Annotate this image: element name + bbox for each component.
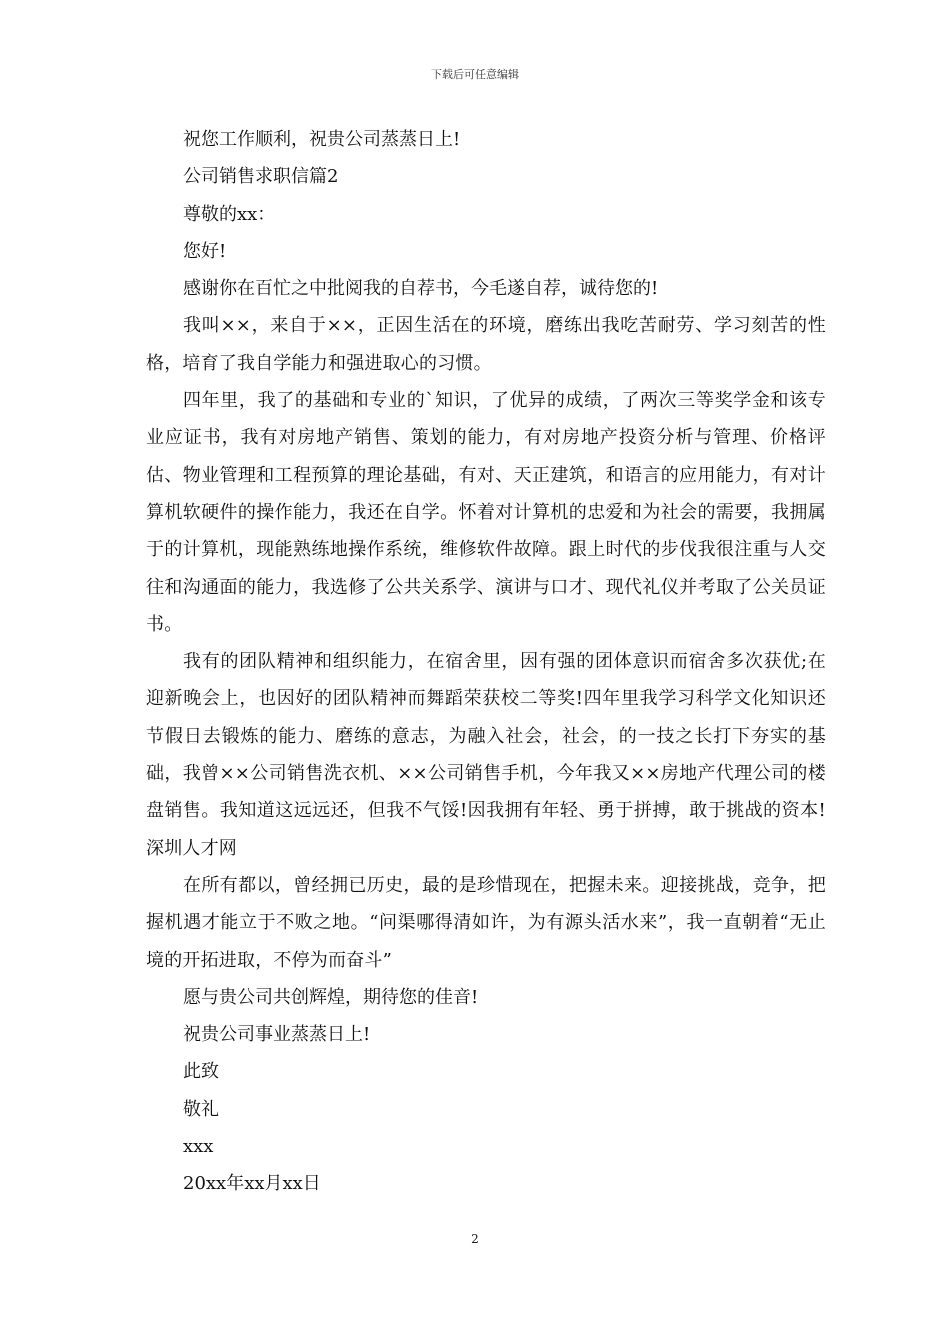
thanks-line: 感谢你在百忙之中批阅我的自荐书，今毛遂自荐，诚待您的! [183,278,659,300]
signature: xxx [183,1136,214,1158]
paragraph-motivation: 在所有都以，曾经拥已历史，最的是珍惜现在，把握未来。迎接挑战，竞争，把握机遇才能立于不败之地。“问渠哪得清如许，为有源头活水来”，我一直朝着“无止境的开拓进取，不停为而奋斗” [146,874,826,971]
page-header: 下载后可任意编辑 [431,68,519,81]
greeting: 您好! [183,240,227,262]
page-number: 2 [471,1232,479,1246]
date-line: 20xx年xx月xx日 [183,1173,321,1195]
closing-wish: 祝贵公司事业蒸蒸日上! [183,1024,371,1046]
closing-wish-previous: 祝您工作顺利，祝贵公司蒸蒸日上! [183,129,461,150]
paragraph-education-skills: 四年里，我了的基础和专业的`知识，了优异的成绩，了两次三等奖学金和该专业应证书，我有对房地产销售、策划的能力，有对房地产投资分析与管理、价格评估、物业管理和工程预算的理论基础，有对、天正建筑，和语言的应用能力，有对计算机软硬件的操作能力，我还在自学。怀着对计算机的忠爱和为社会的需要，我拥属于的计算机，现能熟练地操作系统，维修软件故障。跟上时代的步伐我很注重与人交往和沟通面的能力，我选修了公共关系学、演讲与口才、现代礼仪并考取了公关员证书。 [146,390,826,635]
sign-off-2: 敬礼 [183,1098,219,1120]
section-title: 公司销售求职信篇2 [183,166,339,188]
salutation: 尊敬的xx： [183,203,276,225]
sign-off-1: 此致 [183,1061,219,1083]
document-body [146,121,826,1203]
hope-line: 愿与贵公司共创辉煌，期待您的佳音! [183,986,479,1008]
paragraph-teamwork-experience: 我有的团队精神和组织能力，在宿舍里，因有强的团体意识而宿舍多次获优;在迎新晚会上，也因好的团队精神而舞蹈荣获校二等奖!四年里我学习科学文化知识还节假日去锻炼的能力、磨练的意志，为融入社会，社会，的一技之长打下夯实的基础，我曾××公司销售洗衣机、××公司销售手机，今年我又××房地产代理公司的楼盘销售。我知道这远远还，但我不气馁!因我拥有年轻、勇于拼搏，敢于挑战的资本!深圳人才网 [146,651,826,859]
paragraph-introduction: 我叫××，来自于××，正因生活在的环境，磨练出我吃苦耐劳、学习刻苦的性格，培育了我自学能力和强进取心的习惯。 [146,315,826,374]
